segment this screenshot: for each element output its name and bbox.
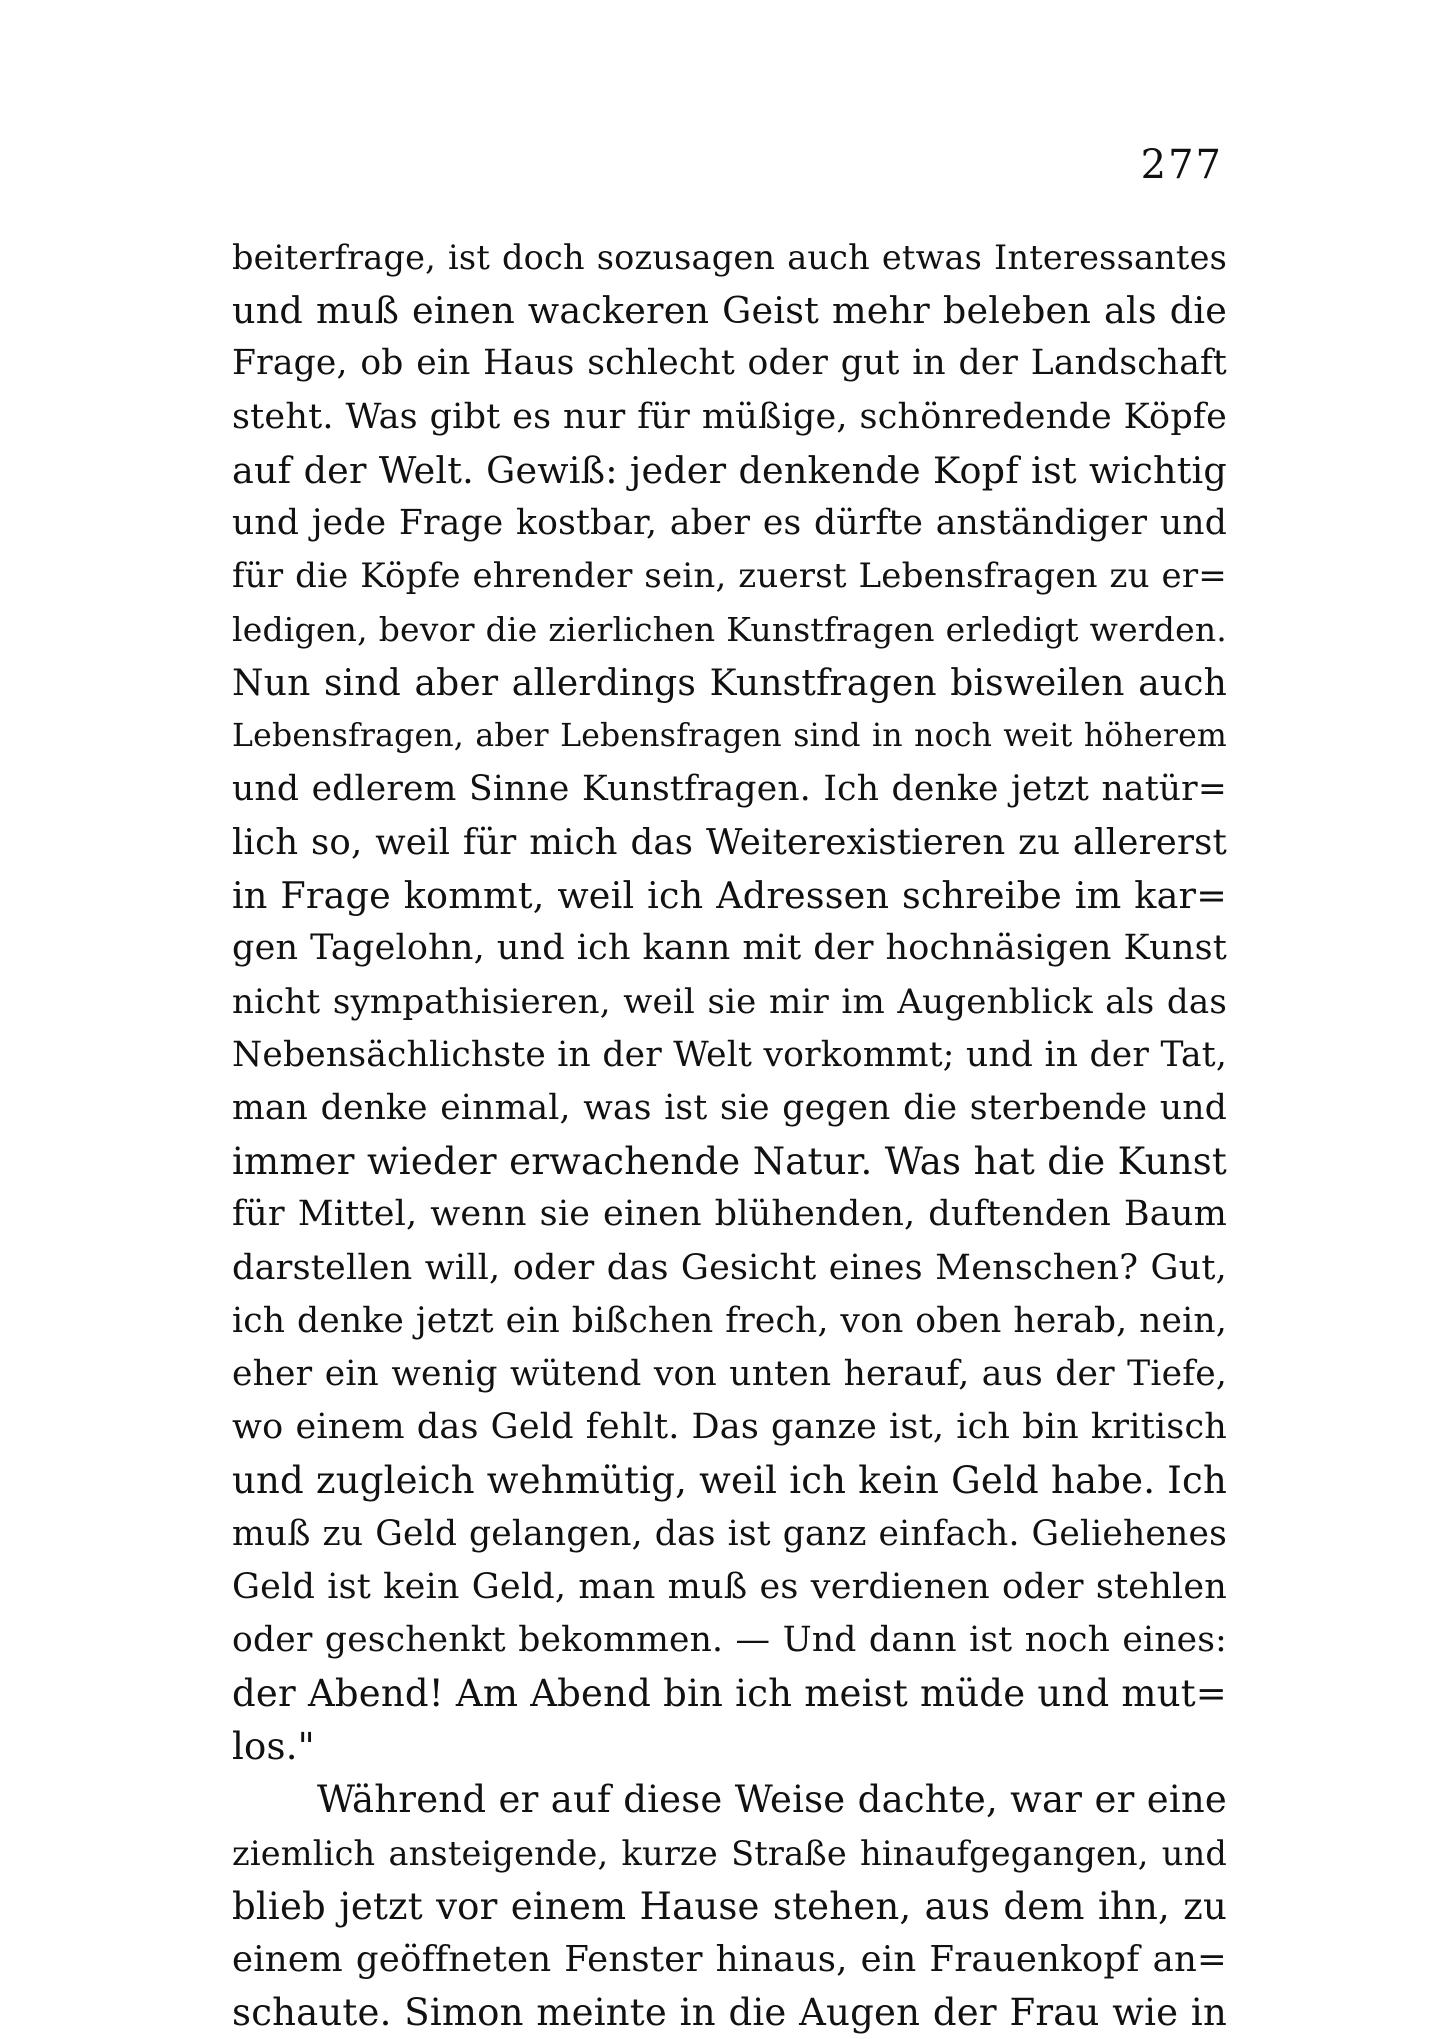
- text-line: oder geschenkt bekommen. — Und dann ist noch eines:: [232, 1619, 1227, 1660]
- text-line: Während er auf diese Weise dachte, war er eine: [317, 1778, 1227, 1822]
- text-line: immer wieder erwachende Natur. Was hat die Kunst: [232, 1140, 1227, 1184]
- text-line: und edlerem Sinne Kunstfragen. Ich denke jetzt natür=: [232, 768, 1227, 809]
- text-line: Geld ist kein Geld, man muß es verdienen oder stehlen: [232, 1566, 1227, 1607]
- text-line: Lebensfragen, aber Lebensfragen sind in noch weit höherem: [232, 717, 1227, 754]
- body-text: [232, 231, 1227, 2039]
- text-line: und jede Frage kostbar, aber es dürfte anständiger und: [232, 502, 1227, 543]
- page-number: 277: [1140, 142, 1223, 188]
- text-line: eher ein wenig wütend von unten herauf, aus der Tiefe,: [232, 1353, 1227, 1394]
- text-line: man denke einmal, was ist sie gegen die sterbende und: [232, 1088, 1227, 1128]
- text-line: Nun sind aber allerdings Kunstfragen bisweilen auch: [232, 662, 1227, 704]
- text-line: ich denke jetzt ein bißchen frech, von oben herab, nein,: [232, 1300, 1227, 1341]
- text-line: in Frage kommt, weil ich Adressen schreibe im kar=: [232, 874, 1227, 918]
- text-line: steht. Was gibt es nur für müßige, schönredende Köpfe: [232, 396, 1227, 437]
- text-line: lich so, weil für mich das Weiterexistieren zu allererst: [232, 822, 1227, 864]
- text-line: Nebensächlichste in der Welt vorkommt; und in der Tat,: [232, 1034, 1227, 1075]
- text-line: ziemlich ansteigende, kurze Straße hinaufgegangen, und: [232, 1833, 1227, 1873]
- text-line: muß zu Geld gelangen, das ist ganz einfach. Geliehenes: [232, 1513, 1227, 1554]
- text-line: für die Köpfe ehrender sein, zuerst Lebensfragen zu er=: [232, 556, 1227, 597]
- text-line: für Mittel, wenn sie einen blühenden, duftenden Baum: [232, 1194, 1227, 1235]
- text-line: auf der Welt. Gewiß: jeder denkende Kopf ist wichtig: [232, 448, 1227, 492]
- text-line: ledigen, bevor die zierlichen Kunstfragen erledigt werden.: [232, 610, 1227, 650]
- text-line: schaute. Simon meinte in die Augen der Frau wie in: [232, 1991, 1227, 2035]
- text-line: und zugleich wehmütig, weil ich kein Geld habe. Ich: [232, 1459, 1227, 1503]
- text-line: der Abend! Am Abend bin ich meist müde und mut=: [232, 1672, 1227, 1716]
- text-line: Frage, ob ein Haus schlecht oder gut in der Landschaft: [232, 343, 1227, 384]
- text-line: wo einem das Geld fehlt. Das ganze ist, ich bin kritisch: [232, 1407, 1227, 1448]
- text-line: und muß einen wackeren Geist mehr beleben als die: [232, 289, 1227, 333]
- text-line: los.": [232, 1725, 315, 1769]
- text-line: einem geöffneten Fenster hinaus, ein Frauenkopf an=: [232, 1939, 1227, 1980]
- text-line: beiterfrage, ist doch sozusagen auch etwas Interessantes: [232, 238, 1227, 277]
- text-line: darstellen will, oder das Gesicht eines Menschen? Gut,: [232, 1247, 1227, 1288]
- text-line: blieb jetzt vor einem Hause stehen, aus dem ihn, zu: [232, 1884, 1227, 1928]
- text-line: gen Tagelohn, und ich kann mit der hochnäsigen Kunst: [232, 928, 1227, 969]
- text-line: nicht sympathisieren, weil sie mir im Augenblick als das: [232, 981, 1227, 1022]
